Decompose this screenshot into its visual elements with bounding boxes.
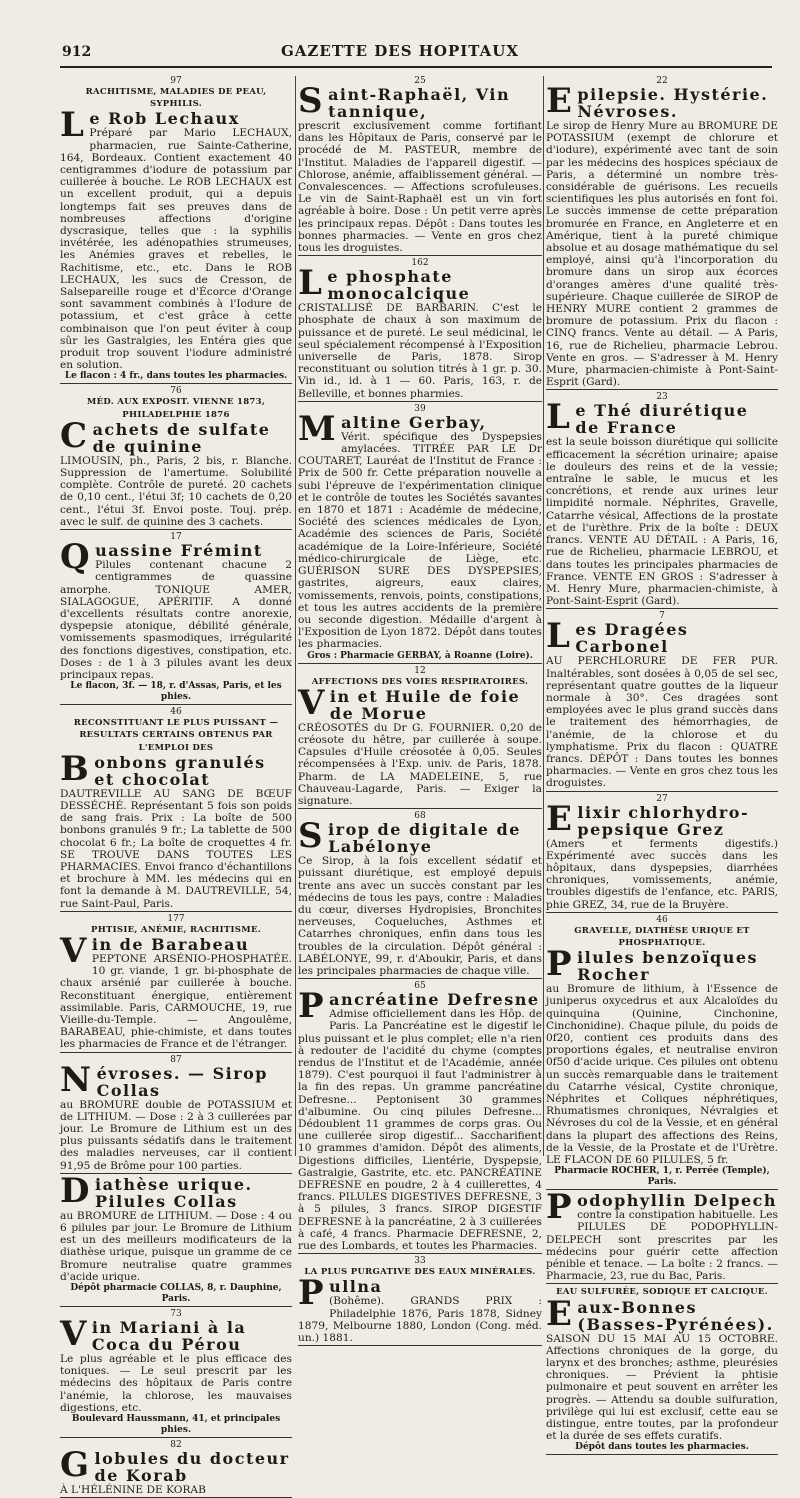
ad-text: CRISTALLISÉ DE BARBARIN. C'est le phosphate de chaux à son maximum de puissance et de pureté. Le seul médicinal, le seul spécialement récompensé à l'Exposition universelle de Paris, 1878. Sirop reconstituant ou solution titrés à 1 gr. p. 30. Vin id., id. à 1 — 60. Paris, 163, r. de Belleville, et bonnes pharmies. [298, 302, 542, 400]
ad-title: achets de sulfate de quinine [92, 419, 271, 456]
advertisement [298, 981, 542, 1254]
drop-capital: Q [60, 537, 92, 578]
ad-body [546, 1209, 778, 1282]
ad-headline [298, 1273, 542, 1314]
ad-headline [60, 1170, 292, 1211]
ad-number: 22 [656, 76, 668, 86]
ad-number: 39 [414, 403, 426, 414]
drop-capital: V [60, 1314, 88, 1355]
drop-capital: E [546, 798, 574, 839]
drop-capital: M [298, 408, 338, 449]
advertisement [60, 1170, 292, 1307]
advertisement [298, 258, 542, 402]
ad-title: es Dragées Carbonel [575, 620, 689, 657]
ad-body [298, 431, 542, 651]
ad-number: 87 [170, 1054, 182, 1065]
advertisement [60, 707, 292, 912]
ad-body [546, 655, 778, 789]
drop-capital: S [298, 81, 325, 121]
ad-body [60, 788, 292, 910]
ad-number: 23 [656, 392, 668, 403]
drop-capital: P [298, 1273, 326, 1314]
ad-number: 97 [170, 76, 182, 86]
ad-number: 33 [414, 1256, 426, 1267]
ad-number: 12 [414, 665, 426, 676]
ad-number: 65 [414, 981, 426, 992]
advertisement [546, 1187, 778, 1284]
ad-title: pilepsie. Hystérie. Névroses. [577, 85, 769, 121]
ad-text: Ce Sirop, à la fois excellent sédatif et puissant diurétique, est employé depuis trente ans avec un succès constant par les médecins de tous les pays, contre : Maladies du cœur, diverses Hydropisies, Bronchites nerveuses, Coqueluches, Asthmes et Catarrhes chroniques, enfin dans tous les troubles de la circulation. Dépôt général : LABÉLONYE, 99, r. d'Aboukir, Paris, et dans les principales pharmacies de chaque ville. [298, 855, 542, 977]
ad-headline [60, 415, 292, 456]
ad-body [60, 1210, 292, 1283]
drop-capital: P [298, 986, 326, 1027]
ad-text: au BROMURE double de POTASSIUM et de LITHIUM. — Dose : 2 à 3 cuillerées par jour. Le Bromure de Lithium est un des plus puissants sédatifs dans le traitement des maladies nerveuses, car il contient 91,95 de Brôme pour 100 parties. [60, 1098, 292, 1172]
advertisement [298, 811, 542, 979]
column-middle [298, 76, 542, 1345]
ad-headline [546, 1187, 778, 1228]
header-rule [60, 66, 772, 68]
ad-number: 27 [656, 793, 668, 804]
drop-capital: L [546, 397, 572, 438]
ad-text: au BROMURE de LITHIUM. — Dose : 4 ou 6 pilules par jour. Le Bromure de Lithium est un des meilleurs modificateurs de la diathèse urique, puisque un gramme de ce Bromure neutralise quatre grammes d'acide urique. [60, 1209, 292, 1283]
ad-text: Vérit. spécifique des Dyspepsies amylacées. TITRÉE PAR LE Dr COUTARET, Lauréat de l'Institut de France : Prix de 500 fr. Cette préparation nouvelle a subi l'épreuve de l'expérimentation clinique et le contrôle de toutes les Sociétés savantes en 1870 et 1871 : Académie de médecine, Société des sciences médicales de Lyon, Académie des sciences de Paris, Société académique de la Loire-Inférieure, Société médico-chirurgicale de Liège, etc. GUÉRISON SURE DES DYSPEPSIES, gastrites, aigreurs, eaux claires, vomissements, renvois, points, constipations, et tous les autres accidents de la première ou seconde digestion. Médaille d'argent à l'Exposition de Lyon 1872. Dépôt dans toutes les pharmacies. [298, 430, 542, 651]
ad-title: onbons granulés et chocolat [94, 752, 266, 789]
ad-body [546, 838, 778, 911]
ad-headline [546, 616, 778, 657]
ad-text: Préparé par Mario LECHAUX, pharmacien, rue Sainte-Catherine, 164, Bordeaux. Contient exactement 40 centigrammes d'iodure de potassium par cuillerée à bouche. Le ROB LECHAUX est un excellent produit, qui a depuis longtemps fait ses preuves dans de nombreuses affections d'origine dyscrasique, telles que : la syphilis invétérée, les adénopathies strumeuses, les Anémies graves et rebelles, le Rachitisme, etc., etc. Dans le ROB LECHAUX, les sucs de Cresson, de Salsepareille rouge et d'Écorce d'Orange sont savamment combinés à l'Iodure de potassium, et c'est grâce à cette combinaison que l'on peut éviter à coup sûr les Gastralgies, les Entéra gies que produit trop souvent l'iodure administré en solution. [60, 127, 292, 372]
drop-capital: V [60, 930, 88, 971]
drop-capital: B [60, 748, 91, 789]
advertisement [546, 1286, 778, 1455]
ad-text: À L'HÉLÉNINE DE KORAB [60, 1484, 206, 1497]
advertisement [298, 76, 542, 256]
ad-text: est la seule boisson diurétique qui sollicite efficacement la sécrétion urinaire; apaise le douleurs des reins et de la vessie; entraîne le sable, le mucus et les concrétions, et rende aux urines leur limpidité normale. Néphrites, Gravelle, Catarrhe vésical, Affections de la prostate et de l'urèthre. Prix de la boîte : DEUX francs. VENTE AU DÉTAIL : A Paris, 16, rue de Richelieu, pharmacie LEBROU, et dans toutes les principales pharmacies de France. VENTE EN GROS : S'adresser à M. Henry Mure, pharmacien-chimiste, à Pont-Saint-Esprit (Gard). [546, 436, 778, 608]
advertisement [60, 1309, 292, 1438]
ad-number: 7 [659, 611, 665, 622]
ad-text: prescrit exclusivement comme fortifiant dans les Hôpitaux de Paris, conservé par le procédé de M. PASTEUR, membre de l'Institut. Maladies de l'appareil digestif. — Chlorose, anémie, affaiblissement général. — Convalescences. — Affections scrofuleuses. Le vin de Saint-Raphaël est un vin fort agréable à boire. Dose : Un petit verre après les principaux repas. Dépôt : Dans toutes les bonnes pharmacies. — Vente en gros chez tous les droguistes. [298, 120, 542, 255]
ad-footer: Pharmacie ROCHER, 1, r. Perrée (Temple), Paris. [554, 1166, 770, 1188]
page-number: 912 [62, 44, 92, 60]
ad-body [298, 1295, 542, 1344]
advertisement [546, 76, 778, 390]
advertisement [546, 392, 778, 609]
ad-kicker: PHTISIE, ANÉMIE, RACHITISME. [91, 924, 261, 935]
ad-footer: Boulevard Haussmann, 41, et principales phies. [71, 1414, 281, 1436]
drop-capital: E [546, 81, 574, 121]
advertisement [60, 1055, 292, 1174]
ad-body [60, 1353, 292, 1414]
column-right [546, 76, 778, 1453]
drop-capital: L [298, 263, 324, 304]
ad-title: e phosphate monocalcique [327, 267, 471, 304]
ad-text: LIMOUSIN, ph., Paris, 2 bis, r. Blanche. Suppression de l'amertume. Solubilité complète. Contrôle de pureté. 20 cachets de 0,10 cent., l'étui 3f; 10 cachets de 0,20 cent., l'étui 3f. Envoi poste. Touj. prép. avec le sulf. de quinine des 3 cachets. [60, 454, 292, 528]
ad-title: lobules du docteur de Korab [94, 1449, 290, 1486]
ad-footer: Dépôt pharmacie COLLAS, 8, r. Dauphine, Paris. [70, 1283, 282, 1305]
ad-title: évroses. — Sirop Collas [96, 1063, 268, 1100]
advertisement [298, 1256, 542, 1346]
ad-title: in de Barabeau [91, 934, 250, 954]
ad-title: in et Huile de foie de Morue [329, 686, 521, 723]
ad-headline [60, 748, 292, 789]
ad-title: e Rob Lechaux [89, 109, 240, 129]
ad-body [298, 120, 542, 254]
ad-number: 177 [167, 913, 185, 924]
ad-body [60, 1484, 292, 1496]
ad-footer: Gros : Pharmacie GERBAY, à Roanne (Loire). [307, 650, 533, 661]
drop-capital: S [298, 816, 325, 857]
ad-kicker: MÉD. AUX EXPOSIT. VIENNE 1873, PHILADELPHIE 1876 [86, 397, 266, 420]
ad-body [60, 1099, 292, 1172]
ad-body [298, 1008, 542, 1252]
ad-body [60, 455, 292, 528]
drop-capital: E [546, 1293, 574, 1334]
ad-body [298, 855, 542, 977]
ad-title: ullna [329, 1277, 383, 1297]
ad-text: au Bromure de lithium, à l'Essence de juniperus oxycedrus et aux Alcaloïdes du quinquina (Quinine, Cinchonine, Cinchonidine). Chaque pilule, du poids de 0f20, contient ces produits dans des proportions égales, et neutralise environ 0f50 d'acide urique. Ces pilules ont obtenu un succès remarquable dans le traitement du Catarrhe vésical, Cystite chronique, Néphrites et Coliques néphrétiques, Rhumatismes chroniques, Névralgies et Névroses du col de la Vessie, et en général dans la plupart des affections des Reins, de la Vessie, de la Prostate et de l'Urètre. LE FLACON DE 60 PILULES, 5 fr. [546, 983, 778, 1167]
ad-title: irop de digitale de Labélonye [328, 820, 521, 857]
advertisement [298, 666, 542, 810]
ad-title: in Mariani à la Coca du Pérou [91, 1318, 247, 1355]
drop-capital: V [298, 682, 326, 723]
ad-kicker: LA PLUS PURGATIVE DES EAUX MINÉRALES. [304, 1267, 536, 1278]
advertisement [60, 914, 292, 1053]
ad-body [60, 953, 292, 1051]
ad-kicker: AFFECTIONS DES VOIES RESPIRATOIRES. [311, 676, 529, 687]
ad-number: 46 [170, 707, 182, 718]
advertisement [60, 76, 292, 384]
ad-text: CRÉOSOTÉS du Dr G. FOURNIER. 0,20 de créosote du hêtre, par cuillerée à soupe. Capsules d'Huile créosotée à 0,05. Seules récompensées à l'Exp. univ. de Paris, 1878. Pharm. de LA MADELEINE, 5, rue Chauveau-Lagarde, Paris. — Exiger la signature. [298, 721, 542, 807]
advertisement [546, 915, 778, 1190]
ad-text: Le sirop de Henry Mure au BROMURE DE POTASSIUM (exempt de chlorure et d'iodure), expérimenté avec tant de soin par les médecins des hospices spéciaux de Paris, a déterminé un nombre très-considérable de guérisons. Les recueils scientifiques les plus autorisés en font foi. Le succès immense de cette préparation bromurée en France, en Angleterre et en Amérique, tient à la pureté chimique absolue et au dosage mathématique du sel employé, ainsi qu'à l'incorporation du bromure dans un sirop aux écorces d'oranges amères d'une qualité très-supérieure. Chaque cuillerée de SIROP de HENRY MURE contient 2 grammes de bromure de potassium. Prix du flacon : CINQ francs. Vente au détail. — A Paris, 16, rue de Richelieu, pharmacie Lebrou. Vente en gros. — S'adresser à M. Henry Mure, pharmacien-chimiste à Pont-Saint-Esprit (Gard). [546, 120, 778, 389]
drop-capital: P [546, 944, 574, 985]
drop-capital: N [60, 1059, 93, 1100]
ad-text: Pilules contenant chacune 2 centigrammes de quassine amorphe. TONIQUE AMER, SIALAGOGUE, APÉRITIF. A donné d'excellents résultats contre anorexie, dyspepsie atonique, débilité générale, vomissements spasmodiques, irrégularité des fonctions digestives, constipation, etc. Doses : de 1 à 3 pilules avant les deux principaux repas. [60, 559, 292, 681]
ad-text: SAISON DU 15 MAI AU 15 OCTOBRE. Affections chroniques de la gorge, du larynx et des bronches; asthme, pleurésies chroniques. — Prévient la phtisie pulmonaire et peut souvent en arrêter les progrès. — Attendu sa double sulfuration, privilège qui lui est exclusif, cette eau se distingue, entre toutes, par la profondeur et la durée de ses effets curatifs. [546, 1332, 778, 1443]
ad-kicker: EAU SULFURÉE, SODIQUE ET CALCIQUE. [556, 1287, 768, 1298]
ad-body [60, 559, 292, 681]
ad-text: Admise officiellement dans les Hôp. de Paris. La Pancréatine est le digestif le plus puissant et le plus complet; elle n'a rien à redouter de l'acidité du chyme (comptes rendus de l'Institut et de l'Académie, année 1879). C'est pourquoi il faut l'administrer à la fin des repas. Un gramme pancréatine Defresne... Peptonisent 30 grammes d'albumine. Ou cinq pilules Defresne... Dédoublent 11 grammes de corps gras. Ou une cuillerée sirop digestif... Saccharifient 10 grammes d'amidon. Dépôt des aliments, Digestions difficiles, Lientérie, Dyspepsie, Gastralgie, Gastrite, etc. etc. PANCRÉATINE DEFRESNE en poudre, 2 à 4 cuillerettes, 4 francs. PILULES DIGESTIVES DEFRESNE, 3 à 5 pilules, 3 francs. SIROP DIGESTIF DEFRESNE à la pancréatine, 2 à 3 cuillerées à café, 4 francs. Pharmacie DEFRESNE, 2, rue des Lombards, et toutes les Pharmacies. [298, 1008, 542, 1253]
advertisement [298, 404, 542, 664]
ad-text: (Amers et ferments digestifs.) Expérimenté avec succès dans les hôpitaux, dans dyspepsies, diarrhées chroniques, vomissements, anémie, troubles digestifs de l'enfance, etc. PARIS, phie GREZ, 34, rue de la Bruyère. [546, 837, 778, 911]
ad-number: 76 [170, 386, 182, 397]
ad-headline [298, 682, 542, 723]
ad-body [298, 302, 542, 400]
ad-body [546, 1333, 778, 1443]
ad-text: Le plus agréable et le plus efficace des toniques. — Le seul prescrit par les médecins des hôpitaux de Paris contre l'anémie, la chlorose, les mauvaises digestions, etc. [60, 1353, 292, 1414]
ad-title: altine Gerbay, [341, 412, 487, 432]
ad-number: 162 [411, 258, 429, 269]
ad-body [546, 983, 778, 1166]
ad-headline [60, 105, 292, 146]
ad-number: 46 [656, 914, 668, 925]
column-divider [543, 76, 544, 1156]
publication-title: GAZETTE DES HOPITAUX [280, 42, 519, 60]
ad-title: ancréatine Defresne [329, 990, 540, 1010]
advertisement [546, 611, 778, 791]
advertisement [60, 532, 292, 705]
ad-body [298, 722, 542, 807]
ad-number: 25 [414, 76, 426, 86]
advertisement [546, 794, 778, 913]
ad-title: aux-Bonnes (Basses-Pyrénées). [577, 1297, 774, 1334]
ad-number: 68 [414, 811, 426, 822]
ad-footer: Le flacon, 3f. — 18, r. d'Assas, Paris, et les phies. [70, 681, 282, 703]
ad-body [546, 120, 778, 388]
ad-body [60, 127, 292, 371]
ad-kicker: GRAVELLE, DIATHÈSE URIQUE ET PHOSPHATIQUE. [574, 925, 750, 948]
ad-headline [60, 930, 292, 971]
advertisement [60, 386, 292, 530]
drop-capital: G [60, 1445, 91, 1486]
drop-capital: P [546, 1187, 574, 1228]
ad-text: (Bohême). GRANDS PRIX : Philadelphie 1876, Paris 1878, Sidney 1879, Melbourne 1880, London (Cong. méd. un.) 1881. [298, 1295, 542, 1345]
ad-headline [546, 944, 778, 985]
ad-headline [546, 1293, 778, 1334]
ad-text: PEPTONE ARSÉNIO-PHOSPHATÉE. 10 gr. viande, 1 gr. bi-phosphate de chaux arsénié par cuillerée à bouche. Reconstituant énergique, entièrement assimilable. Paris, CARMOUCHE, 19, rue Vieille-du-Temple. — Angoulême, BARABEAU, phie-chimiste, et dans toutes les pharmacies de France et de l'étranger. [60, 952, 292, 1051]
ad-text: DAUTREVILLE AU SANG DE BŒUF DESSÉCHÉ. Représentant 5 fois son poids de sang frais. Prix : La boîte de 500 bonbons granulés 9 fr.; La tablette de 500 chocolat 6 fr.; La boîte de croquettes 4 fr. SE TROUVE DANS TOUTES LES PHARMACIES. Envoi franco d'échantillons et brochure à MM. les médecins qui en font la demande à M. DAUTREVILLE, 54, rue Saint-Paul, Paris. [60, 787, 292, 910]
column-divider [295, 76, 296, 1156]
ad-title: e Thé diurétique de France [575, 401, 749, 438]
ad-title: ilules benzoïques Rocher [577, 948, 759, 985]
ad-kicker: RACHITISME, MALADIES DE PEAU, SYPHILIS. [85, 87, 267, 110]
ad-title: odophyllin Delpech [577, 1191, 778, 1211]
ad-title: lixir chlorhydro-pepsique Grez [577, 802, 750, 839]
ad-number: 73 [170, 1309, 182, 1320]
drop-capital: L [546, 616, 572, 657]
ad-text: AU PERCHLORURE DE FER PUR. Inaltérables, sont dosées à 0,05 de sel sec, représentant quatre gouttes de la liqueur normale à 30°. Ces dragées sont employées avec le plus grand succès dans le traitement des hémorrhagies, de l'anémie, de la chlorose et du lymphatisme. Prix du flacon : QUATRE francs. DÉPÔT : Dans toutes les bonnes pharmacies. — Vente en gros chez tous les droguistes. [546, 655, 778, 790]
drop-capital: L [60, 105, 86, 146]
drop-capital: C [60, 415, 89, 456]
drop-capital: D [60, 1170, 91, 1211]
column-left [60, 76, 292, 1497]
ad-number: 82 [170, 1440, 182, 1451]
ad-kicker: RECONSTITUANT LE PLUS PUISSANT — RESULTATS CERTAINS OBTENUS PAR L'EMPLOI DES [73, 718, 279, 753]
ad-title: uassine Frémint [95, 541, 263, 561]
ad-text: contre la constipation habituelle. Les PILULES DE PODOPHYLLIN-DELPECH sont prescrites par les médecins pour guérir cette affection pénible et tenace. — La boîte : 2 francs. — Pharmacie, 23, rue du Bac, Paris. [546, 1209, 778, 1283]
ad-title: aint-Raphaël, Vin tannique, [328, 85, 511, 121]
ad-body [546, 436, 778, 607]
advertisement [60, 1440, 292, 1498]
ad-footer: Dépôt dans toutes les pharmacies. [575, 1442, 749, 1453]
ad-footer: Le flacon : 4 fr., dans toutes les pharmacies. [64, 371, 288, 382]
ad-title: iathèse urique. Pilules Collas [94, 1174, 253, 1211]
ad-number: 17 [170, 532, 182, 543]
